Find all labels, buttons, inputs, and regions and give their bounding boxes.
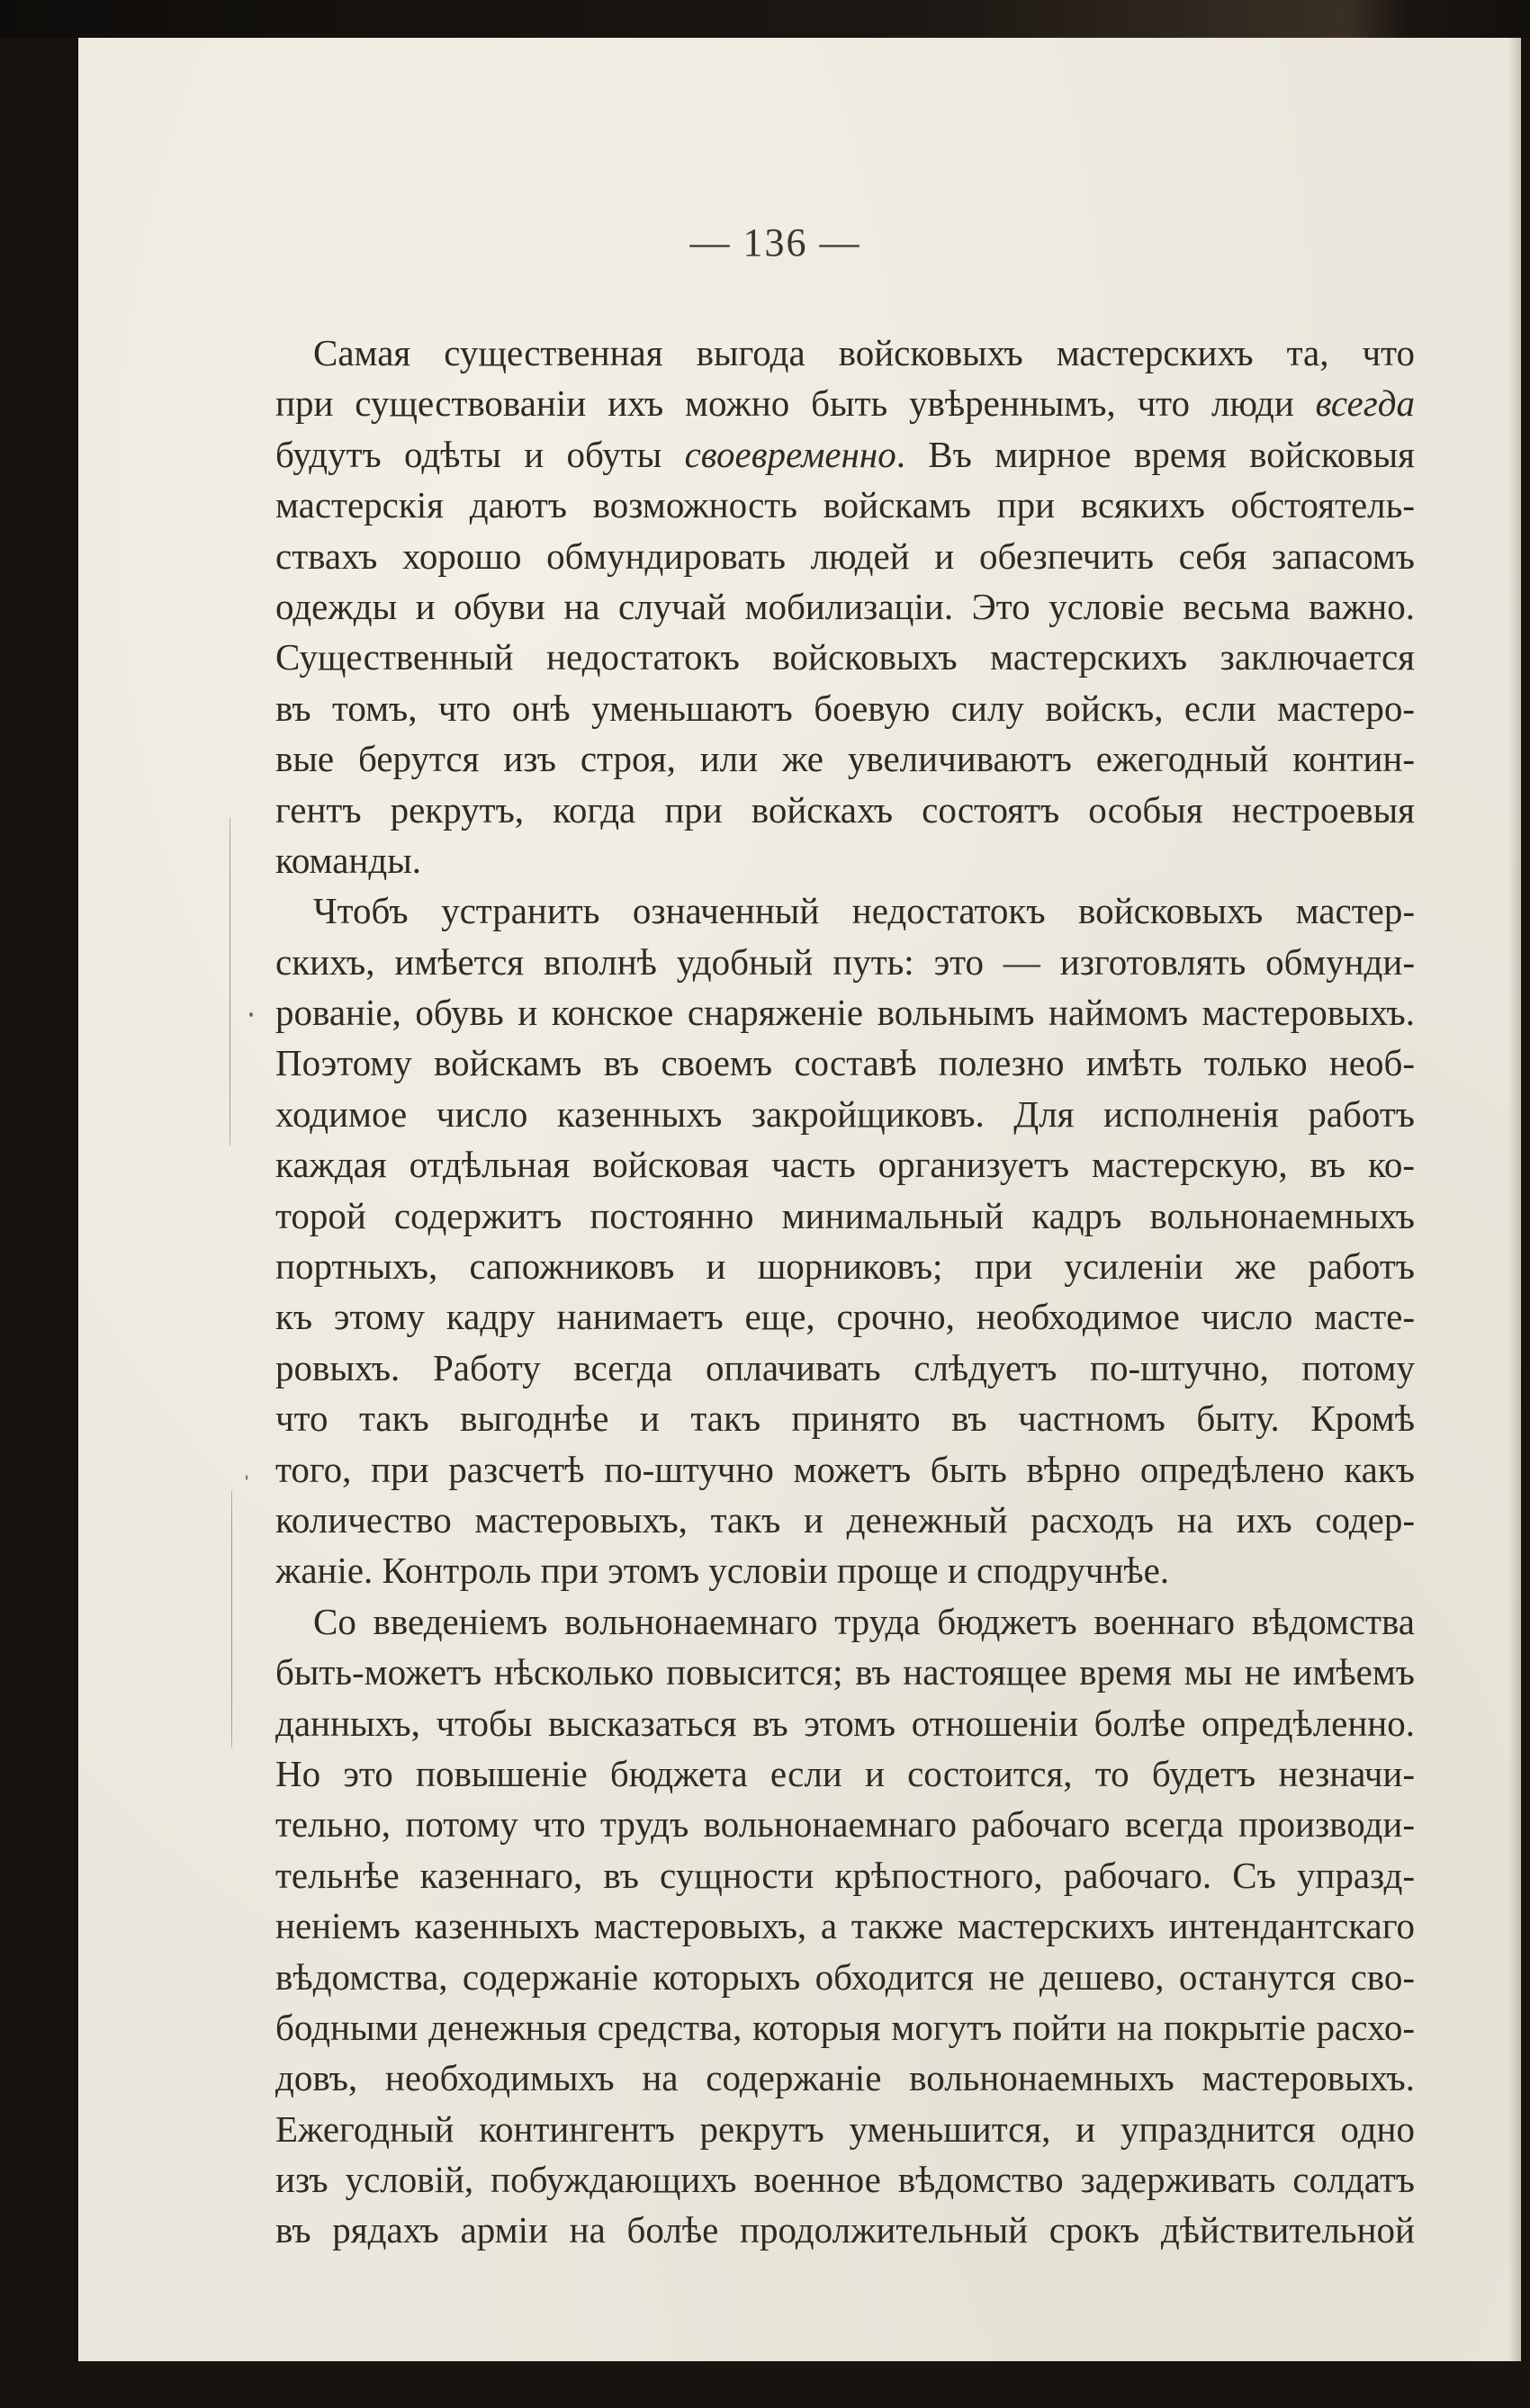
paragraph: [275, 328, 1415, 885]
text-line: [275, 2053, 1415, 2103]
text-line: [275, 1139, 1415, 1190]
body-text: [275, 328, 1415, 2256]
text-run: Ежегодный контингентъ рекрутъ уменьшится, и упразднится одно: [275, 2107, 1415, 2150]
text-run: команды.: [275, 839, 422, 881]
text-run: скихъ, имѣется вполнѣ удобный путь: это — изготовлять обмунди-: [275, 940, 1415, 983]
text-line: [275, 785, 1415, 835]
text-line: [275, 581, 1415, 632]
text-line: [275, 987, 1415, 1038]
text-line: [275, 1191, 1415, 1241]
book-page: [78, 38, 1521, 2361]
text-run: ненiемъ казенныхъ мастеровыхъ, а также мастерскихъ интендантскаго: [275, 1905, 1415, 1947]
text-run: того, при разсчетѣ по-штучно можетъ быть вѣрно опредѣлено какъ: [275, 1448, 1415, 1490]
text-line: [275, 1393, 1415, 1443]
text-line: [275, 1850, 1415, 1900]
paragraph: [275, 1596, 1415, 2256]
text-run: Чтобъ устранить означенный недостатокъ войсковыхъ мастер-: [313, 890, 1415, 932]
text-run: быть-можетъ нѣсколько повысится; въ настоящее время мы не имѣемъ: [275, 1651, 1415, 1694]
text-line: [275, 835, 1415, 885]
text-run: тельно, потому что трудъ вольнонаемнаго рабочаго всегда производи-: [275, 1803, 1415, 1846]
text-run: рованiе, обувь и конское снаряженiе вольнымъ наймомъ мастеровыхъ.: [275, 992, 1415, 1034]
text-line: [275, 531, 1415, 581]
text-run: довъ, необходимыхъ на содержанiе вольнонаемныхъ мастеровыхъ.: [275, 2057, 1415, 2099]
text-line: [275, 1952, 1415, 2002]
text-run: торой содержитъ постоянно минимальный кадръ вольнонаемныхъ: [275, 1194, 1415, 1236]
emphasized-word: всегда: [1315, 382, 1415, 425]
text-line: [275, 1900, 1415, 1951]
text-line: [275, 937, 1415, 987]
text-line: [275, 328, 1415, 378]
text-line: [275, 1241, 1415, 1291]
text-run: . Въ мирное время войсковыя: [896, 433, 1415, 475]
text-line: [275, 1799, 1415, 1849]
text-run: одежды и обуви на случай мобилизацiи. Это условiе весьма важно.: [275, 585, 1415, 627]
text-line: [275, 378, 1415, 428]
text-run: Самая существенная выгода войсковыхъ мастерскихъ та, что: [313, 332, 1415, 373]
text-run: ходимое число казенныхъ закройщиковъ. Для исполненiя работъ: [275, 1092, 1415, 1135]
text-line: [275, 1343, 1415, 1393]
text-run: къ этому кадру нанимаетъ еще, срочно, необходимое число масте-: [275, 1296, 1415, 1338]
text-line: [275, 1444, 1415, 1495]
text-line: [275, 683, 1415, 733]
text-run: каждая отдѣльная войсковая часть организуетъ мастерскую, въ ко-: [275, 1144, 1415, 1186]
emphasized-word: своевременно: [684, 433, 896, 475]
text-run: ровыхъ. Работу всегда оплачивать слѣдуетъ по-штучно, потому: [275, 1346, 1415, 1388]
text-line: [275, 632, 1415, 682]
text-line: [275, 1089, 1415, 1139]
text-run: будутъ одѣты и обуты: [275, 433, 685, 475]
text-line: [275, 1495, 1415, 1545]
page-number-container: [78, 218, 1521, 268]
text-run: гентъ рекрутъ, когда при войскахъ состоятъ особыя нестроевыя: [275, 788, 1415, 831]
text-run: Со введенiемъ вольнонаемнаго труда бюджетъ военнаго вѣдомства: [313, 1600, 1415, 1642]
text-line: [275, 480, 1415, 530]
text-line: [275, 2104, 1415, 2154]
page-number: — 136 —: [689, 220, 861, 265]
text-line: [275, 2205, 1415, 2255]
text-run: въ рядахъ армiи на болѣе продолжительный срокъ дѣйствительной: [275, 2209, 1415, 2251]
text-run: въ томъ, что онѣ уменьшаютъ боевую силу войскъ, если мастеро-: [275, 687, 1415, 729]
text-line: [275, 2002, 1415, 2053]
text-line: [275, 2154, 1415, 2205]
text-run: мастерскiя даютъ возможность войскамъ при всякихъ обстоятель-: [275, 484, 1415, 526]
text-line: [275, 429, 1415, 480]
text-run: Поэтому войскамъ въ своемъ составѣ полезно имѣть только необ-: [275, 1042, 1415, 1084]
text-run: Существенный недостатокъ войсковыхъ мастерскихъ заключается: [275, 636, 1415, 678]
text-run: данныхъ, чтобы высказаться въ этомъ отношенiи болѣе опредѣленно.: [275, 1702, 1415, 1744]
scan-border-bottom: [0, 2361, 1530, 2408]
text-run: вые берутся изъ строя, или же увеличиваютъ ежегодный контин-: [275, 738, 1415, 780]
text-run: тельнѣе казеннаго, въ сущности крѣпостного, рабочаго. Съ упразд-: [275, 1854, 1415, 1896]
text-run: изъ условiй, побуждающихъ военное вѣдомство задерживать солдатъ: [275, 2159, 1415, 2201]
text-line: [275, 1647, 1415, 1697]
text-run: что такъ выгоднѣе и такъ принято въ частномъ быту. Кромѣ: [275, 1397, 1415, 1440]
text-run: портныхъ, сапожниковъ и шорниковъ; при усиленiи же работъ: [275, 1245, 1415, 1288]
text-line: [275, 1291, 1415, 1342]
scan-border-top: [0, 0, 1530, 38]
text-run: при существованiи ихъ можно быть увѣреннымъ, что люди: [275, 382, 1316, 425]
text-run: жанiе. Контроль при этомъ условiи проще и сподручнѣе.: [275, 1550, 1170, 1592]
text-line: [275, 1748, 1415, 1799]
paragraph: [275, 885, 1415, 1595]
pencil-margin-mark: [231, 1491, 232, 1748]
text-line: [275, 733, 1415, 784]
text-line: [275, 1038, 1415, 1088]
paper-speck: [246, 1475, 248, 1480]
text-line: [275, 885, 1415, 936]
text-run: количество мастеровыхъ, такъ и денежный расходъ на ихъ содер-: [275, 1498, 1415, 1541]
text-line: [275, 1698, 1415, 1748]
text-line: [275, 1596, 1415, 1647]
text-run: ствахъ хорошо обмундировать людей и обезпечить себя запасомъ: [275, 535, 1415, 577]
paper-speck: [249, 1012, 253, 1017]
text-run: Но это повышенiе бюджета если и состоится, то будетъ незначи-: [275, 1752, 1415, 1794]
text-run: бодными денежныя средства, которыя могутъ пойти на покрытiе расхо-: [275, 2006, 1415, 2048]
text-run: вѣдомства, содержанiе которыхъ обходится не дешево, останутся сво-: [275, 1955, 1415, 1998]
page-gutter-shadow: [1508, 38, 1521, 2361]
text-line: [275, 1545, 1415, 1595]
